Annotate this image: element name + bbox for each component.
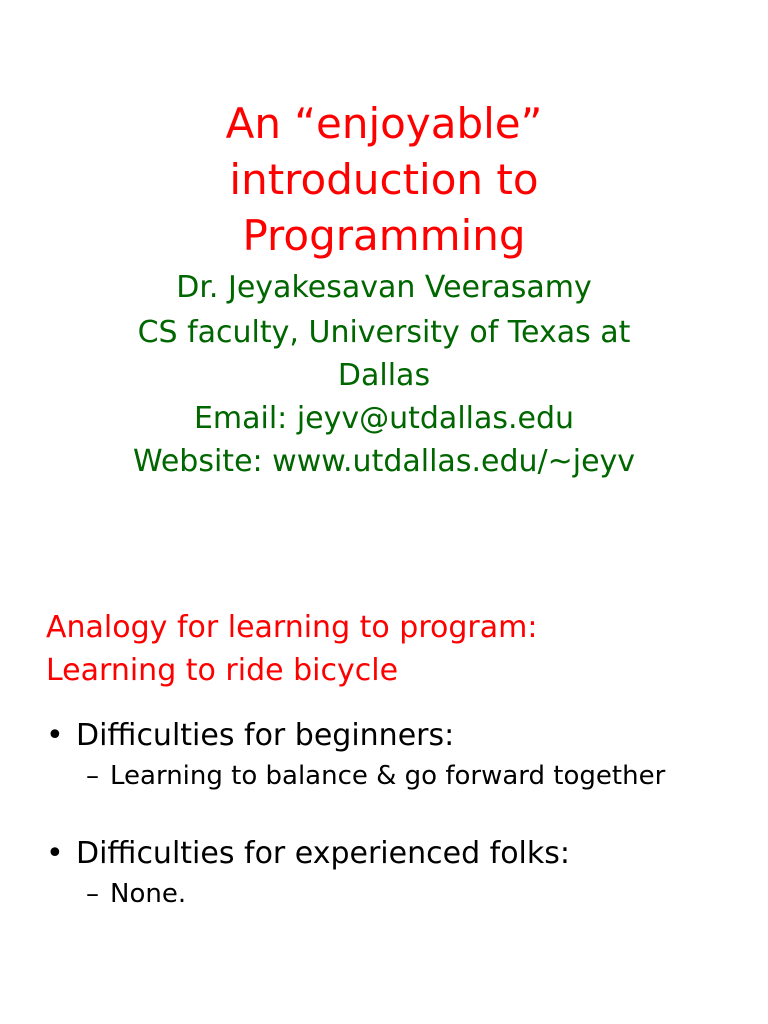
sub-bullet-list <box>76 758 736 794</box>
author-name: Dr. Jeyakesavan Veerasamy <box>176 270 592 305</box>
heading-line: Analogy for learning to program: <box>46 610 538 645</box>
sub-bullet-item <box>76 876 736 912</box>
sub-bullet-text: None. <box>110 879 187 909</box>
affiliation-line: Dallas <box>337 358 431 393</box>
title-line: introduction to <box>229 155 539 204</box>
affiliation-line: CS faculty, University of Texas at <box>137 315 631 350</box>
bullet-list <box>46 714 736 912</box>
presentation-title <box>0 96 768 264</box>
bullet-text: Difficulties for beginners: <box>76 718 455 753</box>
slide-heading <box>46 606 746 692</box>
sub-bullet-text: Learning to balance & go forward together <box>110 761 666 791</box>
heading-line: Learning to ride bicycle <box>46 653 399 688</box>
bullet-item <box>46 832 736 912</box>
sub-bullet-list <box>76 876 736 912</box>
presenter-info <box>0 266 768 483</box>
email-text: Email: jeyv@utdallas.edu <box>193 401 575 436</box>
title-line: An “enjoyable” <box>225 99 543 148</box>
title-line: Programming <box>242 211 526 260</box>
website-text: Website: www.utdallas.edu/~jeyv <box>132 444 636 479</box>
bullet-text: Difficulties for experienced folks: <box>76 836 571 871</box>
sub-bullet-item <box>76 758 736 794</box>
bullet-item <box>46 714 736 794</box>
slide-analogy <box>0 540 768 1024</box>
